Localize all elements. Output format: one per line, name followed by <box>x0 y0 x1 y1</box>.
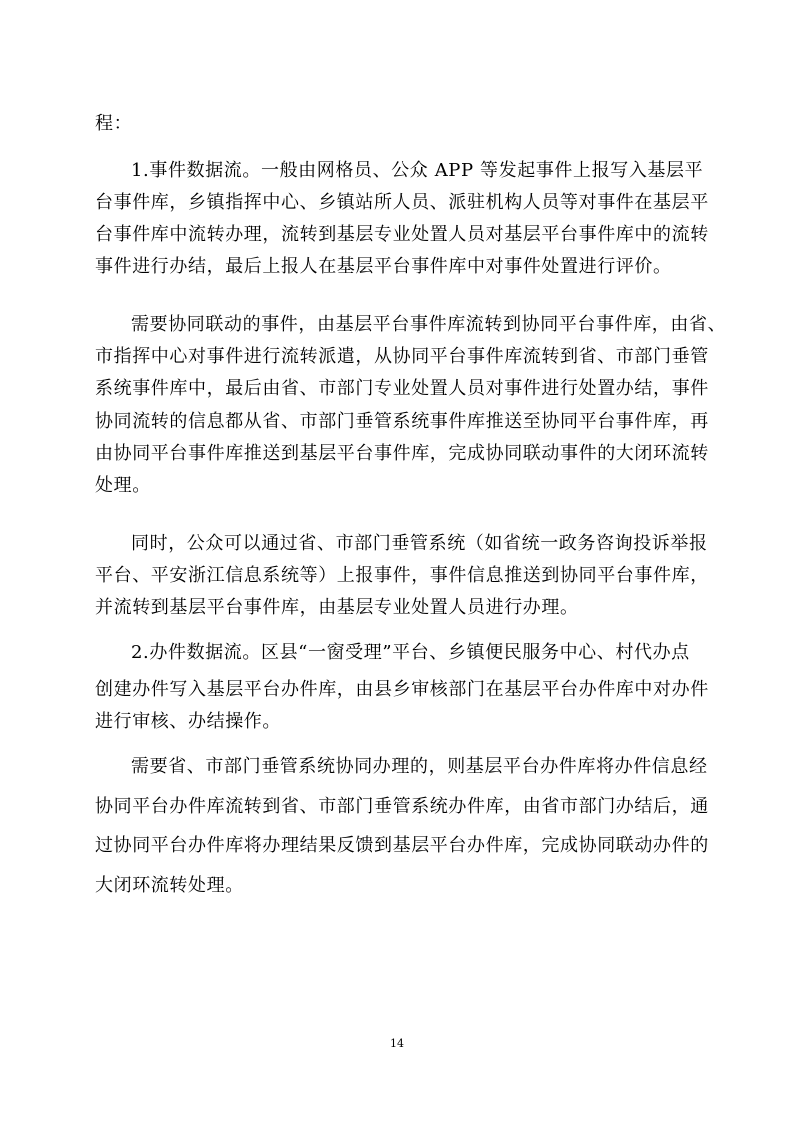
paragraph-line: 系统事件库中，最后由省、市部门专业处置人员对事件进行处置办结，事件 <box>95 378 709 399</box>
paragraph-line: 进行审核、办结操作。 <box>95 711 281 732</box>
paragraph-line: 由协同平台事件库推送到基层平台事件库，完成协同联动事件的大闭环流转 <box>95 443 709 464</box>
paragraph-line: 1.事件数据流。一般由网格员、公众 APP 等发起事件上报写入基层平 <box>131 160 704 181</box>
paragraph-line: 平台、平安浙江信息系统等）上报事件，事件信息推送到协同平台事件库， <box>95 565 709 586</box>
paragraph-line: 过协同平台办件库将办理结果反馈到基层平台办件库，完成协同联动办件的 <box>95 835 709 856</box>
paragraph-line: 台事件库，乡镇指挥中心、乡镇站所人员、派驻机构人员等对事件在基层平 <box>95 192 709 213</box>
paragraph-line: 大闭环流转处理。 <box>95 875 244 896</box>
paragraph-line: 事件进行办结，最后上报人在基层平台事件库中对事件处置进行评价。 <box>95 256 672 277</box>
paragraph-line: 程： <box>95 113 133 134</box>
paragraph-line: 并流转到基层平台事件库，由基层专业处置人员进行办理。 <box>95 597 579 618</box>
paragraph-line: 处理。 <box>95 475 151 496</box>
paragraph-line: 协同平台办件库流转到省、市部门垂管系统办件库，由省市部门办结后，通 <box>95 796 709 817</box>
paragraph-line: 协同流转的信息都从省、市部门垂管系统事件库推送至协同平台事件库，再 <box>95 411 709 432</box>
paragraph-line: 需要省、市部门垂管系统协同办理的，则基层平台办件库将办件信息经 <box>131 756 708 777</box>
paragraph-line: 台事件库中流转办理，流转到基层专业处置人员对基层平台事件库中的流转 <box>95 224 709 245</box>
paragraph-line: 2.办件数据流。区县“一窗受理”平台、乡镇便民服务中心、村代办点 <box>131 642 690 663</box>
paragraph-line: 需要协同联动的事件，由基层平台事件库流转到协同平台事件库，由省、 <box>131 314 727 335</box>
page-number: 14 <box>390 1037 404 1050</box>
paragraph-line: 创建办件写入基层平台办件库，由县乡审核部门在基层平台办件库中对办件 <box>95 679 709 700</box>
paragraph-line: 市指挥中心对事件进行流转派遣，从协同平台事件库流转到省、市部门垂管 <box>95 346 709 367</box>
paragraph-line: 同时，公众可以通过省、市部门垂管系统（如省统一政务咨询投诉举报 <box>131 533 708 554</box>
